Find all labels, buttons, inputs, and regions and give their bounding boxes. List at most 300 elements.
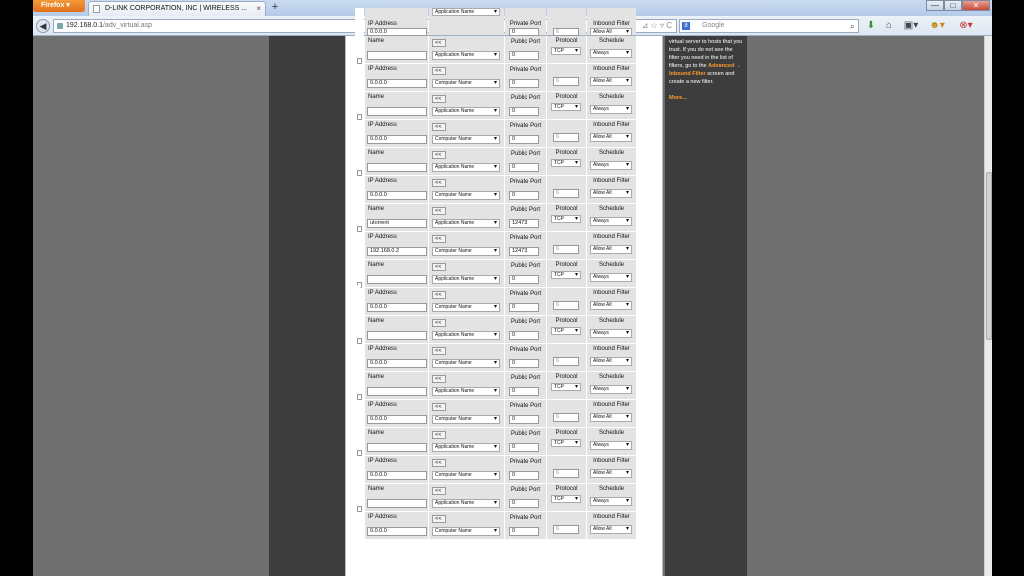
private-port-label: Private Port <box>509 459 542 465</box>
application-name-select[interactable]: Application Name ▾ <box>432 107 500 116</box>
minimize-button[interactable]: — <box>926 0 944 11</box>
application-name-select[interactable]: Application Name ▾ <box>432 331 500 340</box>
computer-cell <box>429 120 504 147</box>
cb-cell <box>355 148 364 204</box>
hint-text-2: screen and create a new filter. <box>669 71 735 85</box>
page-icon <box>93 5 100 13</box>
public-port-cell <box>505 316 546 343</box>
ip-cell <box>365 176 428 203</box>
public-port-input[interactable]: 0 <box>509 331 539 340</box>
schedule-select[interactable]: Always ▾ <box>590 441 632 450</box>
private-port-input[interactable]: 0 <box>509 359 539 368</box>
protocol-cell <box>547 316 586 343</box>
computer-name-select[interactable]: Computer Name ▾ <box>432 135 500 144</box>
name-input[interactable] <box>367 331 427 340</box>
name-input[interactable] <box>367 443 427 452</box>
private-port-input[interactable]: 0 <box>509 303 539 312</box>
public-port-cell <box>505 148 546 175</box>
application-cell <box>429 484 504 511</box>
ip-cell <box>365 8 428 35</box>
ip-input[interactable]: 0.0.0.0 <box>367 527 427 536</box>
copy-computer-button[interactable]: << <box>432 459 446 467</box>
private-port-cell <box>505 176 546 203</box>
rule-checkbox[interactable] <box>357 58 362 64</box>
name-label: Name <box>368 94 385 100</box>
computer-name-select[interactable]: Computer Name ▾ <box>432 471 500 480</box>
new-tab-button[interactable]: + <box>271 1 279 13</box>
application-name-select[interactable]: Application Name ▾ <box>432 51 500 60</box>
computer-name-select[interactable]: Computer Name ▾ <box>432 527 500 536</box>
name-cell <box>365 36 428 63</box>
protocol-num-cell <box>547 456 586 483</box>
protocol-label: Protocol <box>555 38 578 44</box>
public-port-label: Public Port <box>510 319 540 325</box>
private-port-label: Private Port <box>509 515 542 521</box>
url-bar-icons[interactable]: ⊿ ☆ ▿ C <box>641 21 672 30</box>
inbound-cell <box>587 456 636 483</box>
protocol-label: Protocol <box>555 262 578 268</box>
cb-cell <box>355 372 364 428</box>
inbound-filter-select[interactable]: Allow All ▾ <box>590 77 632 86</box>
inbound-cell <box>587 176 636 203</box>
copy-application-button[interactable]: << <box>432 263 446 271</box>
public-port-input[interactable]: 0 <box>509 51 539 60</box>
protocol-select[interactable]: TCP ▾ <box>551 103 581 111</box>
name-cell <box>365 372 428 399</box>
inbound-filter-select[interactable]: Allow All ▾ <box>590 245 632 254</box>
copy-application-button[interactable]: << <box>432 319 446 327</box>
private-port-cell <box>505 64 546 91</box>
private-port-cell <box>505 512 546 539</box>
protocol-select[interactable]: TCP ▾ <box>551 439 581 447</box>
schedule-label: Schedule <box>598 318 625 324</box>
ip-input[interactable]: 0.0.0.0 <box>367 359 427 368</box>
computer-name-select[interactable]: Computer Name ▾ <box>432 415 500 424</box>
firefox-menu-button[interactable]: Firefox ▾ <box>33 0 85 12</box>
copy-computer-button[interactable]: << <box>432 347 446 355</box>
name-cell <box>365 204 428 231</box>
computer-name-select[interactable]: Computer Name ▾ <box>432 359 500 368</box>
private-port-label: Private Port <box>509 291 542 297</box>
ip-label: IP Address <box>368 514 397 520</box>
rule-checkbox[interactable] <box>357 394 362 400</box>
private-port-input[interactable]: 0 <box>509 191 539 200</box>
inbound-filter-select[interactable]: Allow All ▾ <box>590 28 632 36</box>
inbound-filter-label: Inbound Filter <box>593 122 630 128</box>
ip-input[interactable]: 0.0.0.0 <box>367 471 427 480</box>
private-port-input[interactable]: 0 <box>509 527 539 536</box>
private-port-cell <box>505 288 546 315</box>
scrollbar[interactable] <box>984 36 992 576</box>
public-port-input[interactable]: 0 <box>509 275 539 284</box>
protocol-select[interactable]: TCP ▾ <box>551 47 581 55</box>
protocol-number-input[interactable]: 6 <box>553 77 579 86</box>
bookmarks-icon[interactable]: ▣▾ <box>903 20 919 31</box>
ip-cell <box>365 456 428 483</box>
maximize-button[interactable]: □ <box>944 0 962 11</box>
ip-label: IP Address <box>368 234 397 240</box>
copy-application-button[interactable]: << <box>432 431 446 439</box>
inbound-cell <box>587 64 636 91</box>
left-column <box>269 36 345 576</box>
tab-title: D-LINK CORPORATION, INC | WIRELESS ... <box>105 5 248 12</box>
addon-icon[interactable]: ☻▾ <box>929 20 945 31</box>
schedule-select[interactable]: Always ▾ <box>590 329 632 338</box>
computer-cell <box>429 64 504 91</box>
private-port-input[interactable]: 12473 <box>509 247 539 256</box>
ip-label: IP Address <box>368 178 397 184</box>
name-input[interactable] <box>367 107 427 116</box>
copy-computer-button[interactable]: << <box>432 123 446 131</box>
name-label: Name <box>368 38 385 44</box>
rule-checkbox[interactable] <box>357 114 362 120</box>
name-input[interactable] <box>367 163 427 172</box>
private-port-input[interactable]: 0 <box>509 415 539 424</box>
schedule-label: Schedule <box>598 150 625 156</box>
public-port-cell <box>505 92 546 119</box>
private-port-cell <box>505 232 546 259</box>
protocol-label: Protocol <box>555 150 578 156</box>
rule-checkbox[interactable] <box>357 226 362 232</box>
rule-checkbox[interactable] <box>357 338 362 344</box>
helpful-hints-panel <box>665 36 747 576</box>
application-name-select[interactable]: Application Name ▾ <box>432 443 500 452</box>
copy-application-button[interactable]: << <box>432 487 446 495</box>
protocol-cell <box>547 484 586 511</box>
ip-label: IP Address <box>368 21 397 27</box>
public-port-input[interactable]: 12473 <box>509 219 539 228</box>
table-row <box>355 148 655 204</box>
protocol-select[interactable]: TCP ▾ <box>551 159 581 167</box>
application-cell <box>429 260 504 287</box>
ip-cell <box>365 120 428 147</box>
search-icon[interactable]: ⌕ <box>849 21 855 31</box>
inbound-filter-select[interactable]: Allow All ▾ <box>590 189 632 198</box>
schedule-select[interactable]: Always ▾ <box>590 105 632 114</box>
public-port-label: Public Port <box>510 375 540 381</box>
schedule-cell <box>587 316 636 343</box>
computer-cell <box>429 512 504 539</box>
schedule-select[interactable]: Always ▾ <box>590 273 632 282</box>
schedule-label: Schedule <box>598 38 625 44</box>
public-port-input[interactable]: 0 <box>509 163 539 172</box>
protocol-number-input[interactable]: 6 <box>553 469 579 478</box>
ip-input[interactable]: 0.0.0.0 <box>367 28 427 36</box>
protocol-cell <box>547 260 586 287</box>
download-icon[interactable]: ⬇ <box>866 20 876 31</box>
public-port-label: Public Port <box>510 207 540 213</box>
protocol-cell <box>547 372 586 399</box>
protocol-number-input[interactable]: 6 <box>553 525 579 534</box>
ip-label: IP Address <box>368 122 397 128</box>
copy-computer-button[interactable]: << <box>432 403 446 411</box>
inbound-filter-select[interactable]: Allow All ▾ <box>590 525 632 534</box>
schedule-select[interactable]: Always ▾ <box>590 385 632 394</box>
site-favicon-icon <box>57 23 63 29</box>
inbound-cell <box>587 8 636 35</box>
name-label: Name <box>368 430 385 436</box>
public-port-label: Public Port <box>510 431 540 437</box>
name-input[interactable] <box>367 387 427 396</box>
protocol-cell <box>547 92 586 119</box>
inbound-cell <box>587 288 636 315</box>
more-link[interactable]: More... <box>669 95 687 101</box>
schedule-label: Schedule <box>598 94 625 100</box>
ip-input[interactable]: 0.0.0.0 <box>367 135 427 144</box>
copy-application-button[interactable]: << <box>432 39 446 47</box>
protocol-number-input[interactable]: 6 <box>553 357 579 366</box>
protocol-num-cell <box>547 232 586 259</box>
protocol-label: Protocol <box>555 94 578 100</box>
protocol-select[interactable]: TCP ▾ <box>551 215 581 223</box>
name-cell <box>365 484 428 511</box>
name-label: Name <box>368 486 385 492</box>
back-button[interactable]: ◀ <box>36 19 50 33</box>
protocol-number-input[interactable]: 6 <box>553 189 579 198</box>
computer-name-select[interactable]: Computer Name ▾ <box>432 79 500 88</box>
browser-tab[interactable] <box>88 1 266 16</box>
name-input[interactable]: utorrent <box>367 219 427 228</box>
hint-text: virtual server to hosts that you trust. If you do not see the filter you need in the list of filters, go to the <box>669 39 743 69</box>
table-row-partial <box>355 8 655 36</box>
copy-application-button[interactable]: << <box>432 207 446 215</box>
application-cell <box>429 204 504 231</box>
table-row <box>355 372 655 428</box>
url-path: /adv_virtual.asp <box>102 22 153 29</box>
ip-label: IP Address <box>368 402 397 408</box>
schedule-cell <box>587 372 636 399</box>
ip-label: IP Address <box>368 346 397 352</box>
name-input[interactable] <box>367 275 427 284</box>
schedule-label: Schedule <box>598 262 625 268</box>
inbound-cell <box>587 232 636 259</box>
private-port-cell <box>505 344 546 371</box>
public-port-cell <box>505 36 546 63</box>
inbound-filter-select[interactable]: Allow All ▾ <box>590 133 632 142</box>
table-row <box>355 484 655 540</box>
scrollbar-thumb[interactable] <box>986 172 992 340</box>
inbound-filter-select[interactable]: Allow All ▾ <box>590 357 632 366</box>
application-name-select[interactable]: Application Name ▾ <box>432 219 500 228</box>
cb-cell <box>355 484 364 540</box>
schedule-cell <box>587 92 636 119</box>
protocol-num-cell <box>547 344 586 371</box>
private-port-label: Private Port <box>509 347 542 353</box>
protocol-select[interactable]: TCP ▾ <box>551 271 581 279</box>
public-port-cell <box>505 484 546 511</box>
inbound-cell <box>587 512 636 539</box>
schedule-label: Schedule <box>598 206 625 212</box>
protocol-select[interactable]: TCP ▾ <box>551 383 581 391</box>
ip-input[interactable]: 0.0.0.0 <box>367 415 427 424</box>
schedule-cell <box>587 36 636 63</box>
inbound-filter-link[interactable]: Advanced → Inbound Filter <box>669 63 742 77</box>
search-placeholder: Google <box>702 22 725 29</box>
protocol-number-input[interactable]: 6 <box>553 245 579 254</box>
private-port-input[interactable]: 0 <box>509 135 539 144</box>
protocol-number-input[interactable]: 6 <box>553 301 579 310</box>
public-port-cell <box>505 372 546 399</box>
search-input[interactable] <box>679 19 859 33</box>
inbound-filter-select[interactable]: Allow All ▾ <box>590 469 632 478</box>
protocol-select[interactable]: TCP ▾ <box>551 327 581 335</box>
protocol-num-cell <box>547 288 586 315</box>
copy-application-button[interactable]: << <box>432 151 446 159</box>
copy-computer-button[interactable]: << <box>432 179 446 187</box>
copy-application-button[interactable]: << <box>432 95 446 103</box>
inbound-cell <box>587 400 636 427</box>
tab-close-icon[interactable]: × <box>256 4 261 13</box>
private-port-cell <box>505 8 546 35</box>
schedule-cell <box>587 484 636 511</box>
ip-cell <box>365 64 428 91</box>
ip-cell <box>365 344 428 371</box>
protocol-num-cell <box>547 400 586 427</box>
computer-name-select[interactable]: Computer Name ▾ <box>432 191 500 200</box>
cb-cell <box>355 204 364 260</box>
private-port-label: Private Port <box>509 235 542 241</box>
table-row <box>355 428 655 484</box>
application-name-select[interactable]: Application Name ▾ <box>432 275 500 284</box>
schedule-cell <box>587 148 636 175</box>
protocol-num-cell <box>547 120 586 147</box>
inbound-filter-label: Inbound Filter <box>593 514 630 520</box>
inbound-filter-label: Inbound Filter <box>593 178 630 184</box>
computer-cell <box>429 344 504 371</box>
close-window-button[interactable]: ✕ <box>962 0 990 11</box>
application-name-select[interactable]: Application Name ▾ <box>432 8 500 16</box>
protocol-num-cell <box>547 512 586 539</box>
schedule-label: Schedule <box>598 374 625 380</box>
protocol-cell <box>547 148 586 175</box>
protocol-label: Protocol <box>555 206 578 212</box>
application-name-select[interactable]: Application Name ▾ <box>432 499 500 508</box>
public-port-label: Public Port <box>510 95 540 101</box>
schedule-cell <box>587 204 636 231</box>
private-port-cell <box>505 120 546 147</box>
name-label: Name <box>368 206 385 212</box>
public-port-input[interactable]: 0 <box>509 499 539 508</box>
inbound-cell <box>587 344 636 371</box>
protocol-label: Protocol <box>555 374 578 380</box>
name-label: Name <box>368 318 385 324</box>
ip-input[interactable]: 0.0.0.0 <box>367 191 427 200</box>
private-port-input[interactable]: 0 <box>509 79 539 88</box>
stop-icon[interactable]: ⊗▾ <box>959 20 973 31</box>
private-port-label: Private Port <box>509 21 542 27</box>
private-port-input[interactable]: 0 <box>509 471 539 480</box>
computer-name-select[interactable]: Computer Name ▾ <box>432 247 500 256</box>
search-engine-icon[interactable]: 8 <box>682 22 690 30</box>
application-name-select[interactable]: Application Name ▾ <box>432 387 500 396</box>
public-port-input[interactable]: 0 <box>509 443 539 452</box>
protocol-number-input[interactable]: 6 <box>553 133 579 142</box>
inbound-filter-label: Inbound Filter <box>593 66 630 72</box>
protocol-label: Protocol <box>555 486 578 492</box>
public-port-label: Public Port <box>510 263 540 269</box>
protocol-num-cell <box>547 176 586 203</box>
copy-computer-button[interactable]: << <box>432 291 446 299</box>
schedule-cell <box>587 260 636 287</box>
protocol-cell <box>547 36 586 63</box>
inbound-filter-select[interactable]: Allow All ▾ <box>590 413 632 422</box>
application-cell <box>429 92 504 119</box>
name-input[interactable] <box>367 499 427 508</box>
public-port-label: Public Port <box>510 487 540 493</box>
ip-label: IP Address <box>368 290 397 296</box>
table-row <box>355 36 655 92</box>
copy-computer-button[interactable]: << <box>432 67 446 75</box>
inbound-cell <box>587 120 636 147</box>
private-port-label: Private Port <box>509 179 542 185</box>
private-port-input[interactable]: 0 <box>509 28 539 36</box>
name-cell <box>365 260 428 287</box>
schedule-select[interactable]: Always ▾ <box>590 49 632 58</box>
application-name-select[interactable]: Application Name ▾ <box>432 163 500 172</box>
protocol-cell <box>547 8 586 35</box>
table-row <box>355 260 655 316</box>
rule-checkbox[interactable] <box>357 506 362 512</box>
computer-name-select[interactable]: Computer Name ▾ <box>432 303 500 312</box>
home-icon[interactable]: ⌂ <box>885 20 893 31</box>
schedule-select[interactable]: Always ▾ <box>590 497 632 506</box>
cb-cell <box>355 8 364 36</box>
schedule-select[interactable]: Always ▾ <box>590 161 632 170</box>
application-cell <box>429 148 504 175</box>
public-port-input[interactable]: 0 <box>509 387 539 396</box>
computer-cell <box>429 8 504 35</box>
inbound-filter-label: Inbound Filter <box>593 21 630 27</box>
ip-cell <box>365 288 428 315</box>
name-cell <box>365 92 428 119</box>
name-label: Name <box>368 150 385 156</box>
inbound-filter-select[interactable]: Allow All ▾ <box>590 301 632 310</box>
inbound-filter-label: Inbound Filter <box>593 402 630 408</box>
ip-input[interactable]: 0.0.0.0 <box>367 79 427 88</box>
protocol-select[interactable]: TCP ▾ <box>551 495 581 503</box>
name-cell <box>365 148 428 175</box>
ip-label: IP Address <box>368 66 397 72</box>
name-label: Name <box>368 374 385 380</box>
name-label: Name <box>368 262 385 268</box>
protocol-label: Protocol <box>555 318 578 324</box>
rule-checkbox[interactable] <box>357 170 362 176</box>
application-cell <box>429 316 504 343</box>
ip-input[interactable]: 192.168.0.2 <box>367 247 427 256</box>
name-cell <box>365 316 428 343</box>
table-row <box>355 316 655 372</box>
inbound-filter-label: Inbound Filter <box>593 290 630 296</box>
protocol-number-input[interactable]: 6 <box>553 28 579 36</box>
cb-cell <box>355 428 364 484</box>
name-cell <box>365 428 428 455</box>
public-port-input[interactable]: 0 <box>509 107 539 116</box>
ip-label: IP Address <box>368 458 397 464</box>
public-port-cell <box>505 204 546 231</box>
ip-input[interactable]: 0.0.0.0 <box>367 303 427 312</box>
schedule-label: Schedule <box>598 430 625 436</box>
copy-computer-button[interactable]: << <box>432 515 446 523</box>
protocol-number-input[interactable]: 6 <box>553 413 579 422</box>
schedule-select[interactable]: Always ▾ <box>590 217 632 226</box>
name-input[interactable] <box>367 51 427 60</box>
rule-checkbox[interactable] <box>357 450 362 456</box>
public-port-label: Public Port <box>510 39 540 45</box>
copy-application-button[interactable]: << <box>432 375 446 383</box>
table-row <box>355 204 655 260</box>
application-cell <box>429 372 504 399</box>
copy-computer-button[interactable]: << <box>432 235 446 243</box>
